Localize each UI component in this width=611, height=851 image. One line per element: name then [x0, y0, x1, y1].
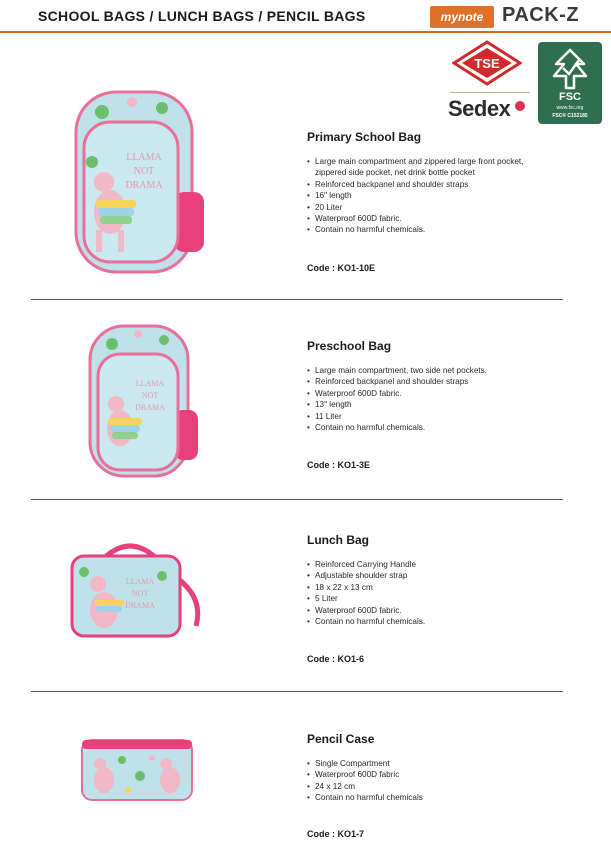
- divider: [31, 499, 563, 500]
- product-code: Code : KO1-3E: [307, 460, 371, 470]
- list-item: • Contain no harmful chemicals.: [307, 616, 557, 627]
- tse-logo-text: TSE: [474, 56, 500, 71]
- product-name: Primary School Bag: [307, 130, 422, 144]
- product-code: Code : KO1-10E: [307, 263, 376, 273]
- list-item: • 24 x 12 cm: [307, 781, 557, 792]
- list-item: • Single Compartment: [307, 758, 557, 769]
- product-name: Pencil Case: [307, 732, 375, 746]
- list-item: • Waterproof 600D fabric.: [307, 213, 557, 224]
- feature-list: [307, 365, 557, 433]
- llama-backpack-small-image: [78, 318, 202, 484]
- product-name: Lunch Bag: [307, 533, 369, 547]
- list-item: • Waterproof 600D fabric.: [307, 605, 557, 616]
- feature-list: [307, 156, 557, 236]
- svg-text:LLAMA: LLAMA: [126, 152, 162, 163]
- product-code: Code : KO1-7: [307, 829, 365, 839]
- divider: [31, 691, 563, 692]
- llama-lunch-bag-image: [64, 536, 212, 644]
- list-item: • 11 Liter: [307, 411, 557, 422]
- list-item: • Waterproof 600D fabric: [307, 769, 557, 780]
- tse-logo: [452, 40, 522, 86]
- fsc-label: FSC: [559, 91, 581, 103]
- list-item: • Reinforced backpanel and shoulder straps: [307, 179, 557, 190]
- feature-list: [307, 758, 557, 804]
- svg-text:NOT: NOT: [141, 391, 159, 400]
- fsc-code: FSC® C152185: [552, 113, 588, 119]
- packz-logo: PACK-Z: [502, 4, 580, 26]
- list-item: • 20 Liter: [307, 202, 557, 213]
- svg-text:LLAMA: LLAMA: [125, 577, 155, 586]
- fsc-logo: [538, 42, 602, 124]
- sedex-dot-icon: [515, 101, 525, 111]
- product-name: Preschool Bag: [307, 339, 392, 353]
- product-code: Code : KO1-6: [307, 654, 365, 664]
- mynote-logo: mynote: [430, 6, 494, 28]
- sedex-logo: Sedex: [448, 96, 511, 121]
- svg-text:DRAMA: DRAMA: [125, 601, 155, 610]
- llama-backpack-large-image: [62, 82, 208, 282]
- list-item: • Large main compartment and zippered large front pocket, zippered side pocket, net drink bottle pocket: [307, 156, 557, 179]
- feature-list: [307, 559, 557, 627]
- list-item: • 13" length: [307, 399, 557, 410]
- list-item: • Contain no harmful chemicals: [307, 792, 557, 803]
- svg-text:DRAMA: DRAMA: [135, 403, 165, 412]
- svg-text:NOT: NOT: [133, 166, 155, 177]
- llama-pencil-case-image: [78, 736, 196, 804]
- list-item: • Reinforced backpanel and shoulder straps: [307, 376, 557, 387]
- divider: [31, 299, 563, 300]
- header-rule: [0, 31, 611, 33]
- list-item: • 16" length: [307, 190, 557, 201]
- list-item: • 5 Liter: [307, 593, 557, 604]
- list-item: • Waterproof 600D fabric.: [307, 388, 557, 399]
- tree-check-icon: [550, 48, 590, 90]
- list-item: • Adjustable shoulder strap: [307, 570, 557, 581]
- svg-text:DRAMA: DRAMA: [125, 180, 163, 191]
- page-title: SCHOOL BAGS / LUNCH BAGS / PENCIL BAGS: [38, 8, 366, 24]
- list-item: • 18 x 22 x 13 cm: [307, 582, 557, 593]
- list-item: • Contain no harmful chemicals.: [307, 224, 557, 235]
- list-item: • Contain no harmful chemicals.: [307, 422, 557, 433]
- logo-divider: [450, 92, 530, 93]
- list-item: • Large main compartment, two side net pockets.: [307, 365, 557, 376]
- svg-text:NOT: NOT: [131, 589, 149, 598]
- fsc-url: www.fsc.org: [556, 105, 584, 111]
- svg-text:LLAMA: LLAMA: [135, 379, 165, 388]
- list-item: • Reinforced Carrying Handle: [307, 559, 557, 570]
